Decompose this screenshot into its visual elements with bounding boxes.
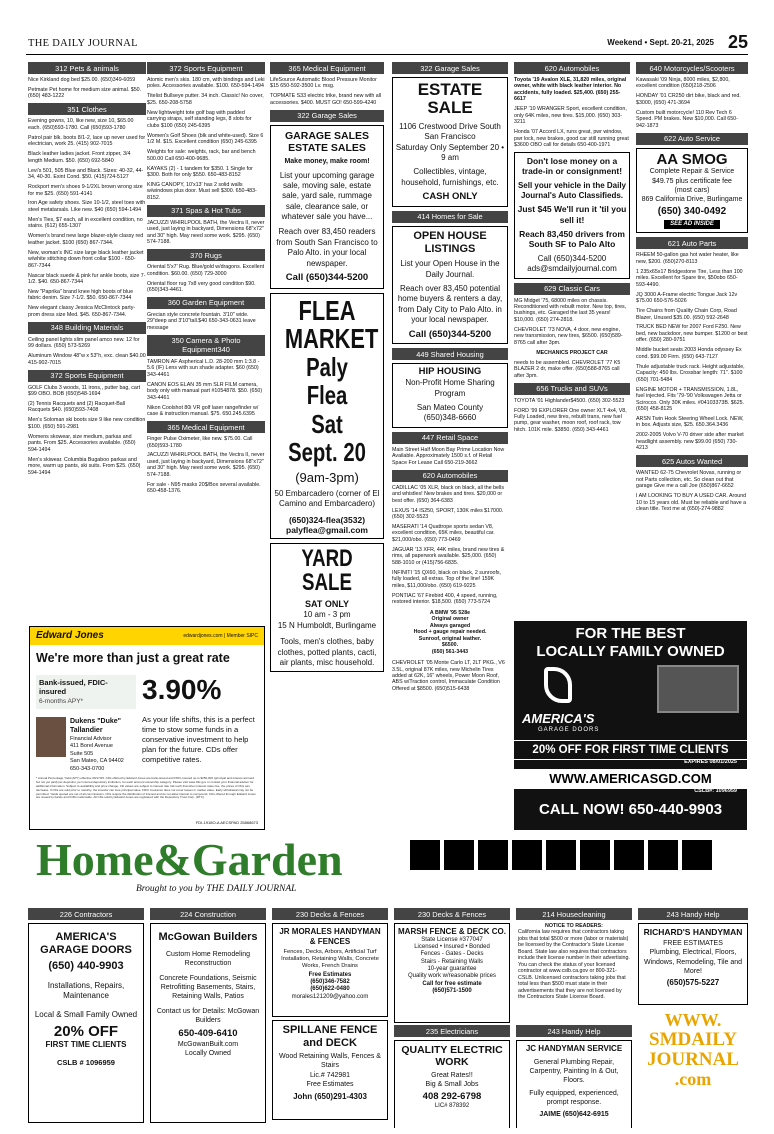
section-header: 312 Pets & animals (28, 62, 146, 74)
classified-ad: New elegant classy Jessica McClintock party-prom dress size Med. $45. 650-867-7344. (28, 305, 136, 318)
ej-logo: Edward Jones (36, 630, 104, 641)
classified-ad: Kawasaki '09 Ninja, 8000 miles, $2,800, excellent condition (650)218-2506 (636, 77, 730, 90)
classified-ad: INFINITI '15 QX60, black on black, 2 sunroofs, fully loaded, all extras. Top of the line! 159K miles, $11,000/obo. (650) 619-9225 (392, 569, 502, 589)
classified-ad: Honda '07 Accord LX, runs great, pwr window, pwr lock, new brakes, good car still running great $3600 OBO call for details 650-400-1971 (514, 129, 629, 149)
classified-ad: Weights for sale: weights, rack, bar and bench 500.00 Call 650-400-9685. (147, 149, 256, 162)
classified-ad: LifeSource Automatic Blood Pressure Monitor $15 650-592-3500 Lv. msg. (270, 77, 377, 90)
brush-icon (444, 840, 474, 870)
smdailyjournal-logo: WWW. SMDAILY JOURNAL .com (647, 1010, 739, 1089)
classified-ad: Atomic men's skis. 180 cm, with bindings and Leki poles. Accessories available. $100. 650-594-1494 (147, 77, 265, 90)
classified-ad: CHEVROLET '05 Monte Carlo LT, 2LT PKG., V6 3.5L, original 87K miles, new Michelin Tires added at 62K, 16" wheels, Power Moon Roof, ABS w/Traction control, Immaculate Condition Offered at $8500. (650)515-6438 (392, 660, 505, 692)
ej-banner (30, 627, 264, 645)
saw-icon (614, 840, 644, 870)
classified-ad: Evening gowns, 10, like new, size 10, $65.00 each. (650)593-1780. Call (650)593-1780 (28, 118, 134, 131)
issue-date: Weekend • Sept. 20-21, 2025 (607, 38, 714, 47)
classified-ad: Men's Soloman ski boots size 9 like new condition $100. (650) 591-2981 (28, 417, 146, 430)
service-ad-marsh-fence: 230 Decks & Fences MARSH FENCE & DECK CO. State License #377047 Licensed • Insured • Bonded Fences - Gates - Decks Stairs - Retaining Walls 10-year guarantee Quality work w/reasonable prices Call for free estimate (650)571-1500 235 Electricians QUALITY ELECTRIC WORK Great Rates!! Big & Small Jobs 408 292-6798 LIC# 878392 (394, 906, 510, 1128)
section-header: 243 Handy Help (516, 1025, 632, 1037)
service-ad-construction: 224 Construction McGowan Builders Custom Home Remodeling Reconstruction Concrete Foundations, Seismic Retrofitting Basements, Stairs, Retaining Walls, Patios Contact us for Details: McGowan Builders 650-409-6410 McGowanBuilt.com Locally Owned (150, 906, 266, 1128)
ej-fine-print: * Annual Percentage Yield (APY) effective 09/17/25. CDs offered by Edward Jones are bank-issued and FDIC-insured up to $250,000 (principal and interest accrued but not yet paid) per depositor, per insured depository institution, for each account ownership category. Please visit www.fdic.gov or contact your financial advisor for additional information. Subject to availability and price change. CD values are subject to interest rate risk such that when interest rates rise, the prices of CDs can decrease. If CDs are sold prior to maturity, the investor can lose principal value. FDIC insurance does not cover losses in market value. Early withdrawal may not be permitted. Yields quoted are net of all commissions. CDs require the distribution of interest and do not allow interest to compound. CDs offered through Edward Jones are issued by banks and thrifts nationwide. All CDs sold by Edward Jones are registered with the Depository Trust Corp. (DTC). (36, 776, 256, 800)
amg-call: CALL NOW! 650-440-9903 (538, 801, 723, 818)
hip-housing-ad: HIP HOUSING Non-Profit Home Sharing Program San Mateo County (650)348-6660 (392, 363, 508, 427)
section-header: 224 Construction (150, 908, 266, 920)
section-header: 243 Handy Help (638, 908, 748, 920)
section-header: 622 Auto Service (636, 133, 748, 145)
classified-ad: JEEP '10 WRANGER Sport, excellent condition, only 64K miles, new tires. $15,000. (650) 303-3211 (514, 106, 627, 126)
classified-ad: TRUCK BED NEW for 2007 Ford F250. New bed, new backdoor, new bumper. $1200 or best offer. (650) 280-9751 (636, 324, 748, 344)
section-header: 625 Autos Wanted (636, 455, 748, 467)
yard-sale-ad: YARD SALE SAT ONLY 10 am - 3 pm 15 N Humboldt, Burlingame Tools, men's clothes, baby clothes, potted plants, cacti, air plants, misc household. (270, 543, 384, 672)
classified-ad: 1 235x65x17 Bridgestone Tire, Less than 100 miles. Excellent for Spare tire, $50obo 650-593-4490. (636, 268, 743, 288)
section-header: 449 Shared Housing (392, 348, 508, 360)
classified-ad: Women's Golf Shoes (blk and white-used). Size 6 1/2 M. $15. Excellent condition (650) 245-6395 (147, 132, 264, 146)
ej-rate: 3.90% (142, 674, 222, 705)
quality-electric-ad: QUALITY ELECTRIC WORK Great Rates!! Big & Small Jobs 408 292-6798 LIC# 878392 (394, 1040, 510, 1128)
classified-ad: KING CANOPY, 10'x13' has 2 solid walls w/windows plus door. Must sell $300. 650-483-8152. (147, 181, 257, 201)
paint-roller-icon (410, 840, 440, 870)
jc-handyman-ad: JC HANDYMAN SERVICE General Plumbing Repair, Carpentry, Painting In & Out, Floors. Fully equipped, experienced, prompt response. JAIME (650)642-6915 (516, 1040, 632, 1128)
spillane-fence-ad: SPILLANE FENCE and DECK Wood Retaining Walls, Fences & Stairs Lic.# 742981 Free Estimates John (650)291-4303 (272, 1020, 388, 1120)
advisor-photo (36, 717, 66, 757)
classified-ad: KAYAKS (2) - 1 tandem for $350. 1 Single for $300. Both for only $550. 650-483-8152 (147, 165, 253, 178)
classified-ad: Iron Age safety shoes. Size 10-1/2, steel toes with steel metatarsals. Like new. $40 (650) 594-1494 (28, 200, 146, 213)
ej-rate-box: Bank-issued, FDIC-insured 6-months APY* (36, 675, 136, 709)
classified-column-5 (514, 60, 630, 620)
classified-ad: HONDAY '01 CR250 dirt bike, black and red. $3000, (650) 471-3694 (636, 93, 741, 106)
classified-ad: JACUZZI WHIRLPOOL BATH, the Vectra II, never used, just laying in backyard, Dimensions 68"x72" and 30" high. May need some work. $295. (650) 574-7188. (147, 452, 265, 478)
classified-ad: Levi's 501, 505 Blue and Black. Sizes: 40-32, 44-34, 40-30. Exint Cond. $50. (415)724-5127 (28, 167, 144, 181)
classified-ad: Oriental floor rug 7x8 very good condition $90. (650)343-4461. (147, 280, 256, 294)
classified-ad: JAGUAR '13 XFR, 44K miles, brand new tires & rims, all paperwork available. $25,000. (650) 588-1010 or (415)756-6835. (392, 546, 505, 566)
classified-column-6 (636, 60, 748, 620)
edward-jones-ad (29, 626, 265, 830)
americas-garage-doors-ad: FOR THE BEST LOCALLY FAMILY OWNED AMERICA'S GARAGE DOORS 20% OFF FOR FIRST TIME CLIENTS EXPIRES 08/01/2025 WWW.AMERICASGD.COM CSLB#: 1096959 CALL NOW! 650-440-9903 (514, 621, 747, 830)
classified-ad: Womens skowear, size medium, parkas and pants. From $25. Accessories available. (650) 594-1494 (28, 433, 136, 453)
classified-ad: (2) Tennis Racquets and (2) Racquet-Ball Racquets $40. (650)593-7408 (28, 401, 126, 414)
section-header: 348 Building Materials (28, 322, 146, 334)
classified-ad: WANTED 62-75 Chevrolet Novas, running or not Parts collection, etc. So clean out that garage Give me a call Joe (650)867-6652 (636, 470, 742, 490)
classified-column-4 (392, 60, 508, 840)
paper-name: THE DAILY JOURNAL (28, 38, 138, 49)
section-header: 350 Camera & Photo Equipment340 (147, 335, 265, 356)
classified-ad: Middle bucket seats 2003 Honda odyssey Ex cond. $99.00 Firm. (650) 643-7127 (636, 347, 742, 360)
amg-website: WWW.AMERICASGD.COM (514, 769, 747, 789)
classified-ad: New lightweight tote golf bag with padded carrying straps, self standing legs, 8 slots for clubs $100 (650) 245-6395 (147, 109, 252, 129)
classified-ad: Oriental 5'x7' Rug. Blue/gold w/dragons. Excellent condition. $60.00. (650) 729-3000 (147, 264, 265, 277)
classified-ad: Black leather ladies jacket. Front zipper, 3/4 length Medium. $50. (650) 692-5840 (28, 151, 131, 164)
section-header: 351 Clothes (28, 103, 146, 115)
classified-ad: Petmate Pet home for medium size animal. $50. (650) 483-1222 (28, 86, 142, 100)
classified-ad: CADILLAC '05 XLR, black on black, all the bells and whistles! New brakes and tires. $20,000 or best offer. (650) 364-6383 (392, 484, 505, 504)
ej-website: edwardjones.com | Member SIPC (183, 633, 258, 639)
estate-sale-ad: ESTATE SALE 1106 Crestwood Drive South San Francisco Saturday Only September 20 • 9 am Collectibles, vintage, household, furnishings, etc. CASH ONLY (392, 77, 508, 207)
auto-ads-list (392, 485, 508, 606)
section-header: 620 Automobiles (392, 470, 508, 482)
classified-ad: Patrol pair blk. boots 8/1-2, lace up never used for electrician, work 25. (415) 902-7015 (28, 134, 146, 148)
home-garden-icons (406, 840, 712, 870)
section-header: 414 Homes for Sale (392, 211, 508, 223)
classified-ad: I AM LOOKING TO BUY A USED CAR. Around 10 to 15 years old. Must be reliable and have a clean title. Text me at (650)-274-9882 (636, 493, 747, 512)
classified-ad: TOYOTA '01 Highlander$4500. (650) 302-5523 (514, 397, 625, 404)
classified-ad: ARSN Twin Hook Steering Wheel Lock. NEW, in box. Adjusts size, $25. 650.364.3436 (636, 415, 744, 429)
classified-ad: Ceiling panel lights slim panel amco new. 12 for 99 dollars. (650) 573-5269 (28, 336, 140, 350)
classified-ad: Men's skiwear. Columbia Bugaboo parkas and more, warm up pants, ski suits. From $25. (650) 594-1494 (28, 456, 141, 476)
drill-icon (580, 840, 610, 870)
section-header: 322 Garage Sales (270, 110, 384, 122)
classified-ad: Grecian style concrete fountain. 3'10" wide. 29"deep and 3'10"tall.$40 650-343-0631 leave message (147, 312, 256, 331)
classified-ad-heading: MECHANICS PROJECT CAR (536, 349, 608, 356)
ej-copy: As your life shifts, this is a perfect time to stow some funds in a conservative investment to help plan for the future. CDs offer competitive rates. (142, 715, 255, 765)
amg-brand: AMERICA'S (522, 711, 595, 726)
service-ad-decks-fences: 230 Decks & Fences JR MORALES HANDYMAN & FENCES Fences, Decks, Arbors, Artificial Turf Installation, Retaining Walls, Concrete Works, French Drains Free Estimates (650)346-7582 (650)622-0480 morales121209@yahoo.com SPILLANE FENCE and DECK Wood Retaining Walls, Fences & Stairs Lic.# 742981 Free Estimates John (650)291-4303 (272, 906, 388, 1128)
classified-ad: Main Street Half Moon Bay Prime Location Now Available. Approximately 1500 s.f. of Retail Space For Lease Call 650-219-3662 (392, 446, 505, 466)
ej-headline: We're more than just a great rate (36, 651, 230, 665)
section-header: 235 Electricians (394, 1025, 510, 1037)
plumbing-icon (512, 840, 542, 870)
classified-ad: Aluminum Window 48"w x 53"h, exc. clean $40.00 415-902-7015 (28, 353, 146, 366)
classified-ad: MASERATI '14 Quattrope sports sedan V8, excellent condition, 65K miles, beautiful car. $21,000/obo. (650) 773-0469 (392, 523, 495, 543)
section-header: 365 Medical Equipment (147, 421, 265, 433)
classified-ad: JQ 3000 A-Frame electric Tongue Jack 12v $75.00 650-576-5026 (636, 291, 738, 305)
amg-offer: 20% OFF FOR FIRST TIME CLIENTS (514, 740, 747, 760)
classified-ad: Toyota '19 Avalon XLE, 31,820 miles, original owner, white with black leather interior. No accidents, fully loaded. $25,400. (650) 255-6617 (514, 77, 627, 103)
classified-column-2 (147, 60, 265, 625)
hammer-icon (478, 840, 508, 870)
service-ad-handy-help: 243 Handy Help RICHARD'S HANDYMAN FREE ESTIMATES Plumbing, Electrical, Floors, Windows, Remodeling, Tile and More! (650)575-5227 WWW. SMDAILY JOURNAL .com (638, 906, 748, 1128)
classified-ad: PONTIAC '67 Firebird 400, 4 speed, running, restored interior. $18,500. (650) 773-5724 (392, 592, 498, 605)
section-header: 360 Garden Equipment (147, 297, 265, 309)
classified-ad: Thule adjustable truck rack. Height adjustable, Capacity: 450 lbs. Crossbar length: 71". $100 (650) 701-5484 (636, 363, 745, 383)
section-header: 365 Medical Equipment (270, 62, 384, 74)
ej-advisor: Dukens "Duke" Tallandier Financial Advisor 411 Borel Avenue Suite 505 San Mateo, CA 94402 650-343-0700 (70, 718, 124, 772)
auto-parts-list (636, 252, 748, 451)
bmw-ad: A BMW '95 528e Original owner Always garaged Hood + gauge repair needed. Sunroof, original leather. $6500. (650) 561-3443 (413, 609, 487, 655)
header-rule (26, 54, 748, 55)
amg-cslb: CSLB#: 1096959 (694, 788, 737, 794)
home-garden-title: Home&Garden (36, 834, 343, 885)
section-header: 372 Sports Equipment (147, 62, 265, 74)
classified-ad: Nascar black suede & pink fur ankle boots, size 7-1/2. $40. 650-867-7344 (28, 272, 146, 285)
classified-column-1 (28, 60, 146, 625)
section-header: 629 Classic Cars (514, 283, 630, 295)
section-header: 656 Trucks and SUVs (514, 383, 630, 395)
amg-expiry: EXPIRES 08/01/2025 (684, 759, 737, 765)
section-header: 621 Auto Parts (636, 237, 748, 249)
section-header: 370 Rugs (147, 249, 265, 261)
service-ad-contractors: 226 Contractors AMERICA'S GARAGE DOORS (650) 440-9903 Installations, Repairs, Maintenance Local & Small Family Owned 20% OFF FIRST TIME CLIENTS CSLB # 1096959 (28, 906, 144, 1128)
classified-ad: CHEVROLET '73 NOVA, 4 door, new engine, new transmission, new tires, $6500. (650)589-8765 call after 3pm. (514, 326, 623, 346)
classified-ad: New "Paprika" brand knee high boots of blue fabric denim. Size 7-1/2. $50. 650-867-7344 (28, 288, 134, 302)
classified-ad: Finger Pulse Oximeter, like new. $75.00. Call (650)593-1780 (147, 436, 253, 449)
toilet-icon (648, 840, 678, 870)
auto-classifieds-promo-ad: Don't lose money on a trade-in or consignment! Sell your vehicle in the Daily Journal's Auto Classifieds. Just $45 We'll run it 'til you sell it! Reach 83,450 drivers from South SF to Palo Alto Call (650)344-5200 ads@smdailyjournal.com (514, 152, 630, 278)
garage-door-image (657, 665, 739, 713)
shovel-icon (546, 840, 576, 870)
section-header: 371 Spas & Hot Tubs (147, 205, 265, 217)
classified-ad: 2002-2005 Volvo V-70 driver side after market headlight assembly. new $99.00 (650) 730-4213 (636, 432, 744, 452)
wrench-icon (682, 840, 712, 870)
classified-ad: CANON EOS ELAN 35 mm SLR FILM camera, body only with manual part #1054878. $50. (650) 343-4461 (147, 381, 263, 401)
open-house-promo-ad: OPEN HOUSE LISTINGS List your Open House in the Daily Journal. Reach over 83,450 potential home buyers & renters a day, from Daly City to Palo Alto. in your local newspaper. Call (650)344-5200 (392, 226, 508, 344)
section-header: 226 Contractors (28, 908, 144, 920)
classified-ad: MG Midget '75, 68000 miles on chassis. Reconditioned with rebuilt motor. New top, tires, bushings, etc. Garaged the last 35 years! $10,000. (650) 274-2818. (514, 297, 627, 323)
classified-ad: Women's brand new large blazer-style classy red leather jacket. $100 (650) 867-7344. (28, 233, 144, 246)
amg-logo-icon (544, 667, 572, 703)
section-header: 620 Automobiles (514, 62, 630, 74)
classified-ad: Custom built motorcycle! 110 Rev Tech 6 Speed. PM brakes. New $10,000. Call 650-942-1873 (636, 109, 738, 129)
ej-code: FDI-1918O-A AECSPAD 25868673 (195, 820, 258, 826)
classified-ad: Nice Kirkland dog bed $25.00. (650)349-6059 (28, 77, 136, 84)
classified-ad: GOLF Clubs 3 woods, 11 irons,, putter bag, cart $99 OBO. BOB (650)548-1694 (28, 384, 141, 398)
classified-ad: JACUZZI WHIRLPOOL BATH, the Vectra II, never used, just laying in backyard, Dimensions 68"x72" and 30" high. May need some work. $295. (650) 574-7188. (147, 219, 265, 246)
classified-ad: needs to be assembled. CHEVROLET '77 K5 BLAZER 2 dr, make offer. (650)588-8765 call after 3pm. (514, 359, 621, 379)
home-garden-tagline: Brought to you by THE DAILY JOURNAL (136, 884, 297, 894)
section-header: 230 Decks & Fences (394, 908, 510, 920)
classified-ad: Titelist Bullseye putter. 34 inch. Classic! No cover, $25. 650-208-5758 (147, 93, 264, 106)
section-header: 214 Housecleaning (516, 908, 632, 920)
service-ad-housecleaning: 214 Housecleaning NOTICE TO READERS: California law requires that contractors taking jobs that total $500 or more (labor or materials) be licensed by the Contractor's State License Board. State law also requires that contractors include their license number in their advertising. You can check the status of your licensed contractor at www.cslb.ca.gov or 800-321-CSLB. Unlicensed contractors taking jobs that total less than $500 must state in their advertisements that they are not licensed by the Contractors State License Board. 243 Handy Help JC HANDYMAN SERVICE General Plumbing Repair, Carpentry, Painting In & Out, Floors. Fully equipped, experienced, prompt response. JAIME (650)642-6915 (516, 906, 632, 1128)
classified-ad: Rockport men's shoes 9-1/2XL brown wrong size for me $25. (650) 591-4141 (28, 184, 143, 197)
classified-ad: TOPMATE S33 electric trike, brand new with all accessories. $400. MUST GO! 650-599-4240 (270, 93, 382, 106)
classified-ad: FORD '99 EXPLORER One owner XLT 4x4, V8, Fully Loaded, new tires, rebuilt trans, new fuel pump, gear washer, moon roof, roof rack, tow hitch. 101K mile. $3850. (650) 343-4461 (514, 407, 627, 433)
garage-sale-promo-ad: GARAGE SALES ESTATE SALES Make money, make room! List your upcoming garage sale, moving sale, estate sale, yard sale, rummage sale, clearance sale, or whatever sale you have... Reach over 83,450 readers from South San Francisco to Palo Alto. in your local newspaper. Call (650)344-5200 (270, 125, 384, 289)
page-number: 25 (727, 32, 748, 52)
section-header: 322 Garage Sales (392, 62, 508, 74)
aa-smog-ad: AA SMOG Complete Repair & Service $49.75 plus certificate fee (most cars) 869 California Drive, Burlingame (650) 340-0492 SEE AD INSIDE (636, 148, 748, 234)
classified-ad: RHEEM 50-gallon gas hot water heater, like new, $200. (650)270-8113 (636, 252, 739, 265)
classified-ad: ENGINE MOTOR + TRANSMISSION, 1.8L, fuel injected. Fits '79-'90 Volkswagen Jetta or Scirocco. Only 30K miles. #04103373B. $625. (650) 458-8125 (636, 386, 745, 412)
section-header: 640 Motorcycles/Scooters (636, 62, 748, 74)
home-garden-banner (26, 832, 748, 900)
section-header: 372 Sports Equipment (28, 370, 146, 382)
flea-market-ad: FLEA MARKET Paly Flea Sat Sept. 20 (9am-3pm) 50 Embarcadero (corner of El Camino and Embarcadero) (650)324-flea(3532) palyflea@gmail.com (270, 293, 384, 540)
section-header: 447 Retail Space (392, 432, 508, 444)
classified-column-3 (270, 60, 384, 840)
classified-ad: LEXUS '14 IS250, SPORT, 130K miles $17000. (650) 302-5523 (392, 507, 504, 520)
classified-ad: For sale - N95 masks 20$/Box several available. 650-458-1376. (147, 481, 261, 495)
classified-ad: Nikon Coolshot 80i VR golf laser rangefinder w/ case & instruction manual. $75. 650.245.6395 (147, 404, 259, 418)
section-header: 230 Decks & Fences (272, 908, 388, 920)
classified-ad: Men's Ties, $7 each, all in excellent condition, no stains. (612) 655-1307 (28, 216, 143, 230)
classified-ad: TAMRON AF Aspherical L.D. 28-200 mm 1:3.8 - 5.6 (IF) Lens with sun shade adapter. $60 (650) 343-4461 (147, 358, 260, 378)
classified-ad: New, woman's INC size large black leather jacket w/white stitching down front collar $100 - 650-867-7344 (28, 249, 144, 269)
classified-ad: Tire Chains from Quality Chain Corp, Road Blazer, Unused $35.00. (650) 592-2648 (636, 308, 737, 321)
amg-sub: GARAGE DOORS (538, 727, 600, 733)
